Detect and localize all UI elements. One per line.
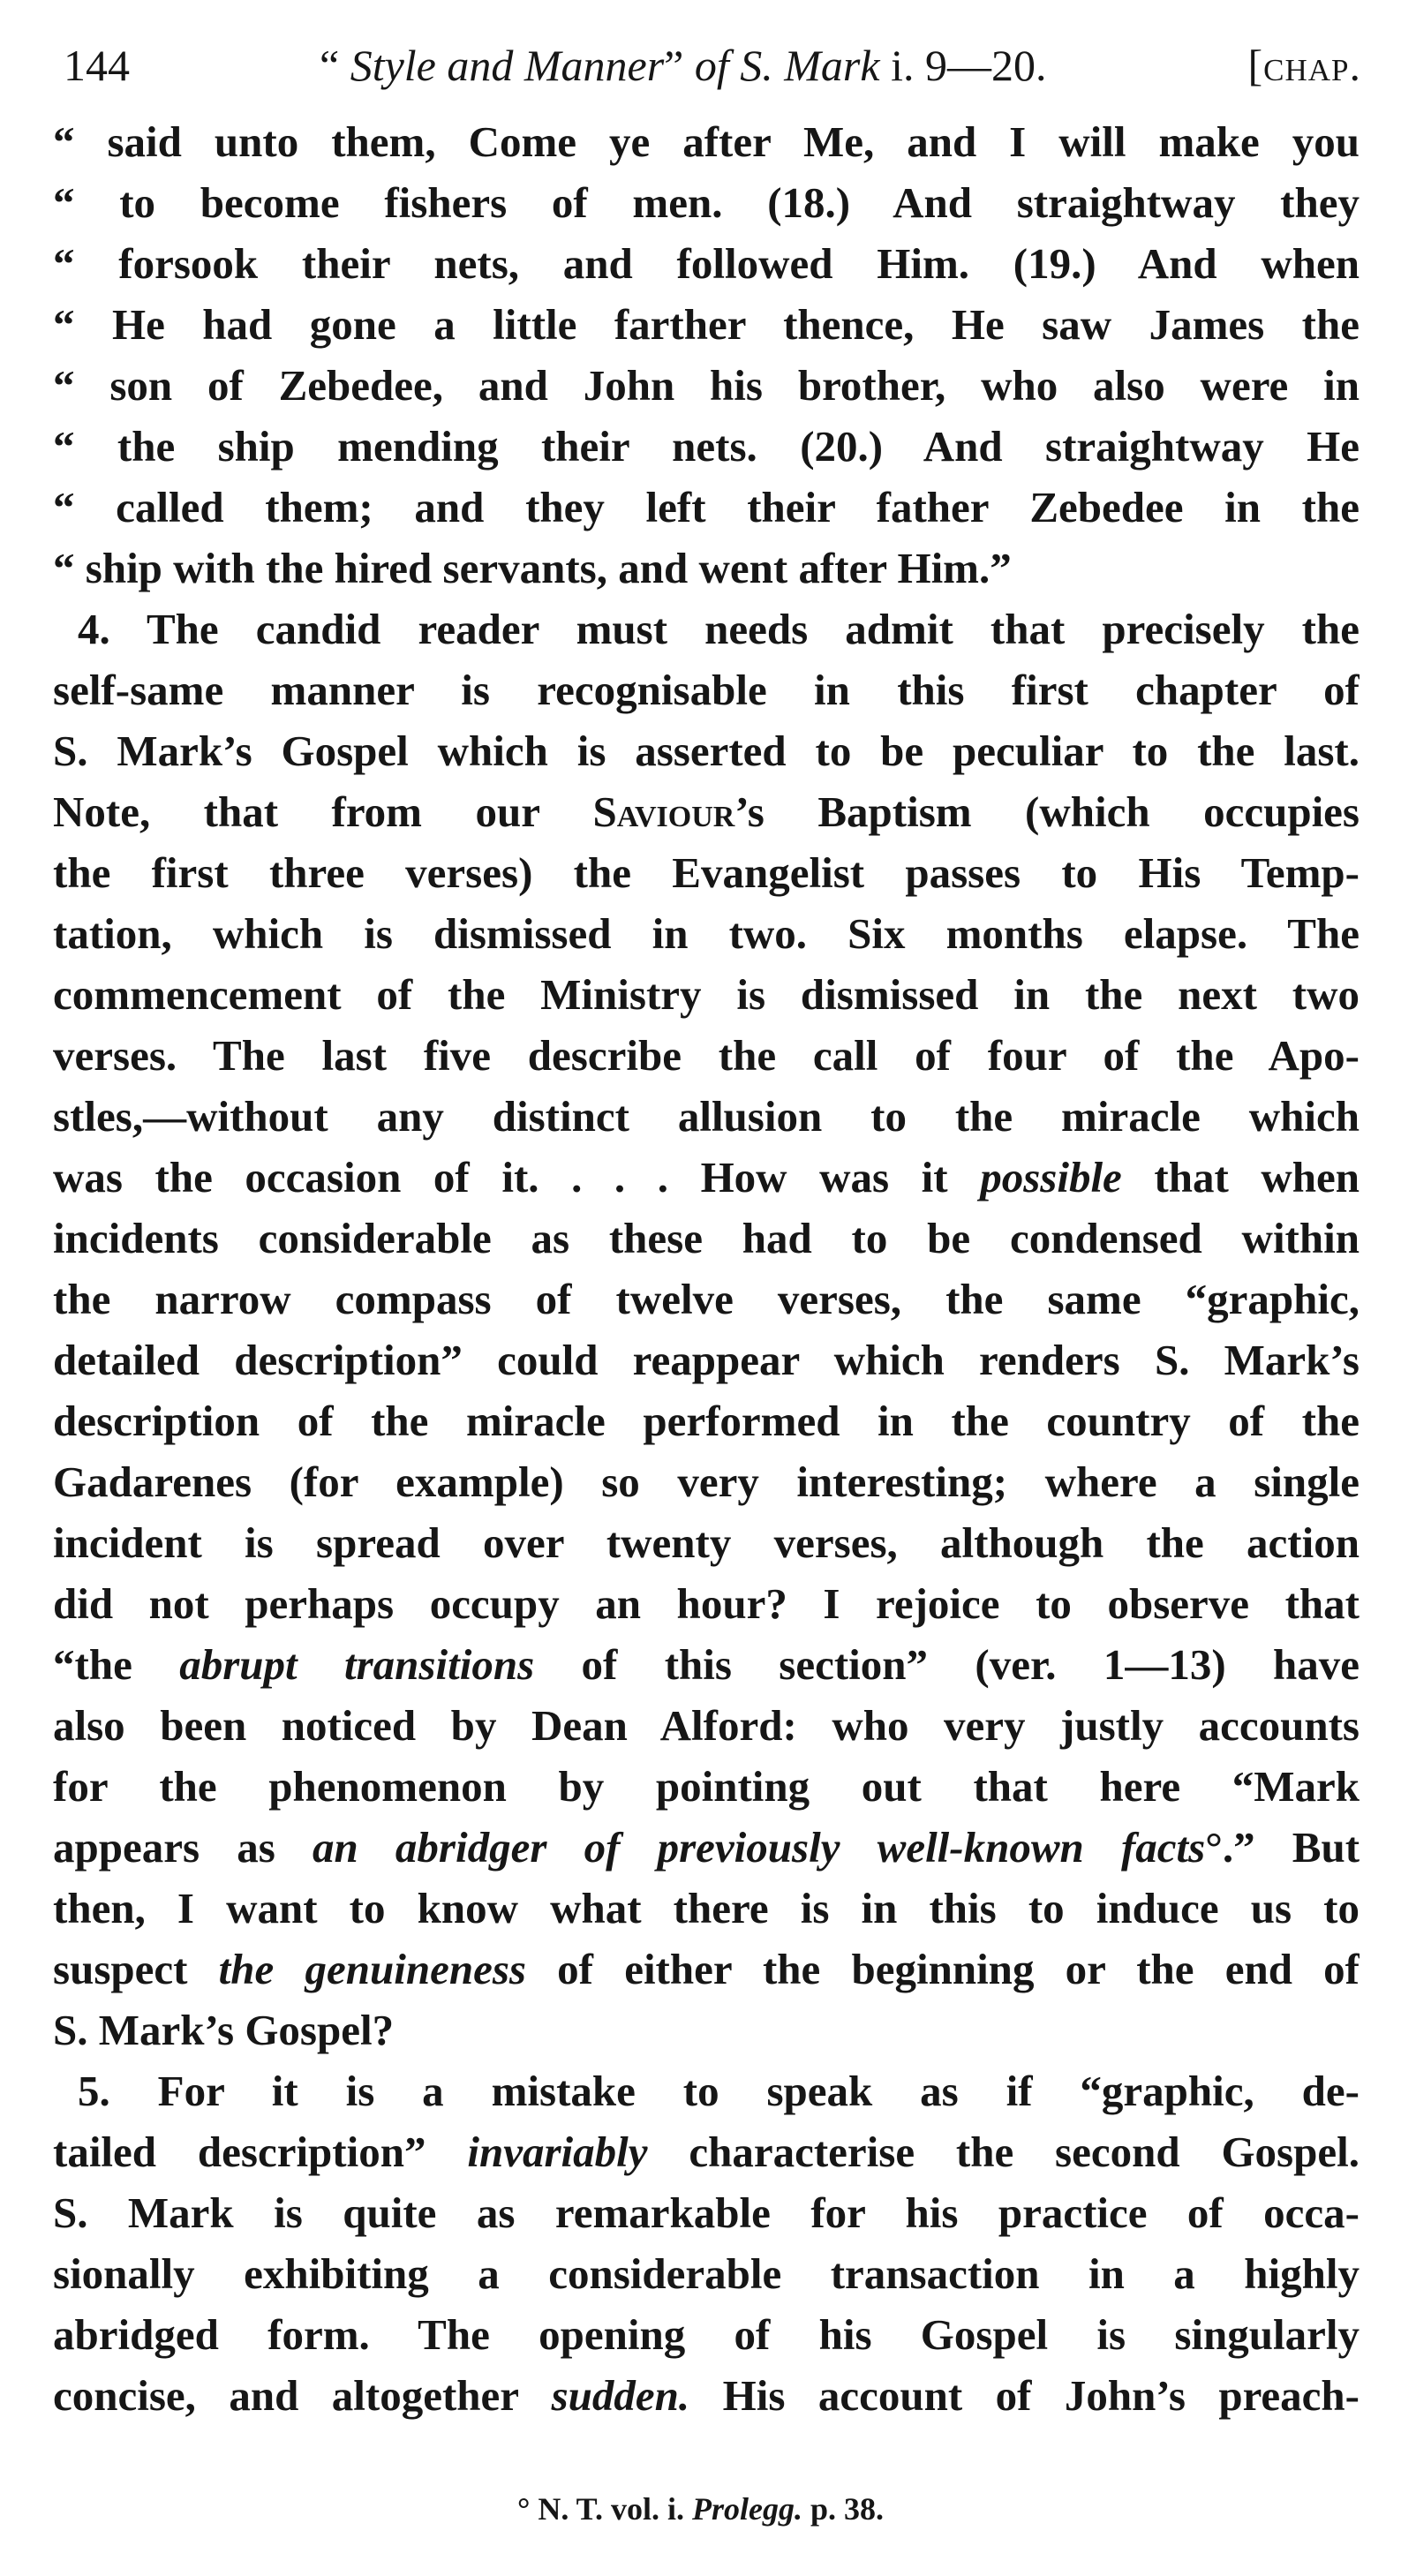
text-line: S. Mark’s Gospel? bbox=[53, 2006, 395, 2054]
text-line: tation, which is dismissed in two. Six months elapse. The bbox=[53, 909, 1360, 958]
text-line: S. Mark is quite as remarkable for his practice of occa- bbox=[53, 2188, 1360, 2237]
text-line: sionally exhibiting a considerable transaction in a highly bbox=[53, 2249, 1360, 2298]
text-line: incident is spread over twenty verses, although the action bbox=[53, 1518, 1360, 1567]
text-line: “ ship with the hired servants, and went after Him.” bbox=[53, 544, 1012, 592]
text-line: for the phenomenon by pointing out that here “Mark bbox=[53, 1762, 1360, 1811]
running-head bbox=[64, 21, 1361, 109]
text-line: did not perhaps occupy an hour? I rejoice to observe that bbox=[53, 1579, 1360, 1628]
paragraph-4-start: 4. The candid reader must needs admit that precisely the bbox=[78, 605, 1360, 653]
chapter-marker: [chap. bbox=[1247, 41, 1361, 90]
text-line: “the abrupt transitions of this section” (ver. 1—13) have bbox=[53, 1640, 1360, 1689]
text-line: Note, that from our Saviour’s Baptism (which occupies bbox=[53, 787, 1360, 836]
text-line: “ said unto them, Come ye after Me, and I will make you bbox=[53, 117, 1360, 166]
text-line: abridged form. The opening of his Gospel is singularly bbox=[53, 2310, 1360, 2359]
text-line: incidents considerable as these had to be condensed within bbox=[53, 1214, 1360, 1262]
text-line: concise, and altogether sudden. His account of John’s preach- bbox=[53, 2371, 1360, 2420]
footnote: ° N. T. vol. i. Prolegg. p. 38. bbox=[516, 2491, 885, 2527]
text-line: then, I want to know what there is in this to induce us to bbox=[53, 1884, 1360, 1932]
text-line: also been noticed by Dean Alford: who very justly accounts bbox=[53, 1701, 1360, 1750]
text-line: verses. The last five describe the call of four of the Apo- bbox=[53, 1031, 1360, 1080]
text-line: self-same manner is recognisable in this first chapter of bbox=[53, 666, 1360, 714]
paragraph-5-start: 5. For it is a mistake to speak as if “graphic, de- bbox=[78, 2067, 1360, 2115]
text-line: “ He had gone a little farther thence, He saw James the bbox=[53, 300, 1360, 349]
text-line: suspect the genuineness of either the beginning or the end of bbox=[53, 1945, 1360, 1993]
text-line: was the occasion of it. . . . How was it possible that when bbox=[53, 1153, 1360, 1201]
text-line: stles,—without any distinct allusion to the miracle which bbox=[53, 1092, 1360, 1141]
text-line: appears as an abridger of previously well-known facts°.” But bbox=[53, 1823, 1360, 1872]
text-line: description of the miracle performed in the country of the bbox=[53, 1397, 1360, 1445]
text-line: “ forsook their nets, and followed Him. (19.) And when bbox=[53, 239, 1360, 288]
text-line: “ called them; and they left their father Zebedee in the bbox=[53, 483, 1360, 531]
running-title: “ Style and Manner” of S. Mark i. 9—20. bbox=[320, 41, 1047, 90]
text-line: “ son of Zebedee, and John his brother, who also were in bbox=[53, 361, 1360, 410]
text-line: S. Mark’s Gospel which is asserted to be peculiar to the last. bbox=[53, 727, 1360, 775]
text-line: the first three verses) the Evangelist passes to His Temp- bbox=[53, 848, 1360, 897]
text-line: “ the ship mending their nets. (20.) And straightway He bbox=[53, 422, 1360, 471]
text-line: Gadarenes (for example) so very interesting; where a single bbox=[53, 1457, 1360, 1506]
text-line: tailed description” invariably characterise the second Gospel. bbox=[53, 2128, 1360, 2176]
page-number: 144 bbox=[64, 41, 130, 90]
text-line: “ to become fishers of men. (18.) And straightway they bbox=[53, 178, 1360, 227]
body-text bbox=[53, 111, 1360, 2426]
text-line: the narrow compass of twelve verses, the same “graphic, bbox=[53, 1275, 1360, 1323]
text-line: detailed description” could reappear which renders S. Mark’s bbox=[53, 1336, 1360, 1384]
text-line: commencement of the Ministry is dismissed in the next two bbox=[53, 970, 1360, 1019]
